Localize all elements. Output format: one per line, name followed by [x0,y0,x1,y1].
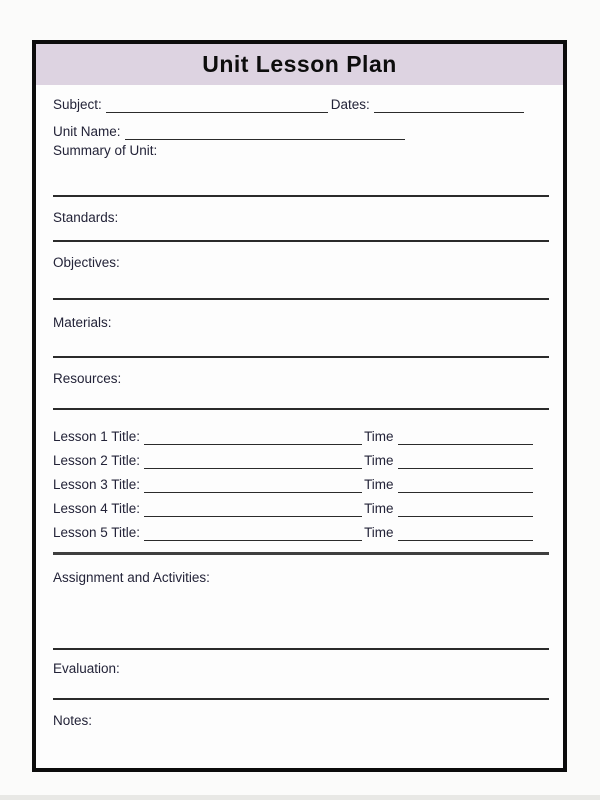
lesson-2-time-input[interactable] [398,453,533,469]
form-content [36,93,563,759]
section-standards-label: Standards: [53,210,119,225]
lesson-3-label: Lesson 3 Title: [53,477,141,492]
lesson-row-4 [53,496,549,520]
dates-input[interactable] [374,97,524,113]
section-materials-label: Materials: [53,315,112,330]
lesson-1-label: Lesson 1 Title: [53,429,141,444]
section-materials-input[interactable] [53,331,549,356]
section-summary [53,142,549,197]
section-materials [53,314,549,358]
section-standards-divider [53,240,549,242]
section-assignment-label: Assignment and Activities: [53,570,210,585]
lessons-list [53,424,549,544]
section-assignment [53,569,549,650]
section-resources-input[interactable] [53,387,549,408]
lesson-5-time-label: Time [364,525,394,540]
lesson-3-title-input[interactable] [144,477,362,493]
lesson-5-label: Lesson 5 Title: [53,525,141,540]
form-header-band [36,44,563,85]
form-title: Unit Lesson Plan [202,51,397,77]
subject-dates-row [53,93,549,113]
lesson-4-title-input[interactable] [144,501,362,517]
section-notes-input[interactable] [53,729,549,759]
section-standards-input[interactable] [53,226,549,240]
section-summary-divider [53,195,549,197]
lesson-5-time-input[interactable] [398,525,533,541]
unit-name-row [53,120,549,140]
section-assignment-input[interactable] [53,586,549,648]
section-evaluation-divider [53,698,549,700]
section-evaluation-input[interactable] [53,677,549,698]
lesson-4-time-label: Time [364,501,394,516]
section-evaluation [53,660,549,700]
section-summary-label: Summary of Unit: [53,143,158,158]
lesson-row-2 [53,448,549,472]
page-bottom-edge [0,795,600,800]
lesson-row-5 [53,520,549,544]
section-objectives-label: Objectives: [53,255,120,270]
section-notes-label: Notes: [53,713,93,728]
section-resources [53,370,549,410]
lesson-1-time-input[interactable] [398,429,533,445]
unit-name-label: Unit Name: [53,124,121,139]
lessons-bottom-divider [53,552,549,555]
lesson-4-label: Lesson 4 Title: [53,501,141,516]
lesson-plan-form [32,40,567,772]
section-resources-divider [53,408,549,410]
lesson-1-title-input[interactable] [144,429,362,445]
lesson-row-3 [53,472,549,496]
section-materials-divider [53,356,549,358]
section-standards [53,209,549,242]
lesson-2-label: Lesson 2 Title: [53,453,141,468]
lesson-3-time-input[interactable] [398,477,533,493]
lesson-row-1 [53,424,549,448]
section-objectives-input[interactable] [53,271,549,298]
section-objectives-divider [53,298,549,300]
subject-input[interactable] [106,97,328,113]
lesson-4-time-input[interactable] [398,501,533,517]
lesson-5-title-input[interactable] [144,525,362,541]
lesson-1-time-label: Time [364,429,394,444]
section-objectives [53,254,549,300]
section-evaluation-label: Evaluation: [53,661,120,676]
lesson-2-time-label: Time [364,453,394,468]
unit-name-input[interactable] [125,124,405,140]
section-notes [53,712,549,759]
subject-label: Subject: [53,97,102,112]
lesson-3-time-label: Time [364,477,394,492]
section-summary-input[interactable] [53,159,549,195]
dates-label: Dates: [330,97,370,112]
section-assignment-divider [53,648,549,650]
lesson-2-title-input[interactable] [144,453,362,469]
section-resources-label: Resources: [53,371,122,386]
